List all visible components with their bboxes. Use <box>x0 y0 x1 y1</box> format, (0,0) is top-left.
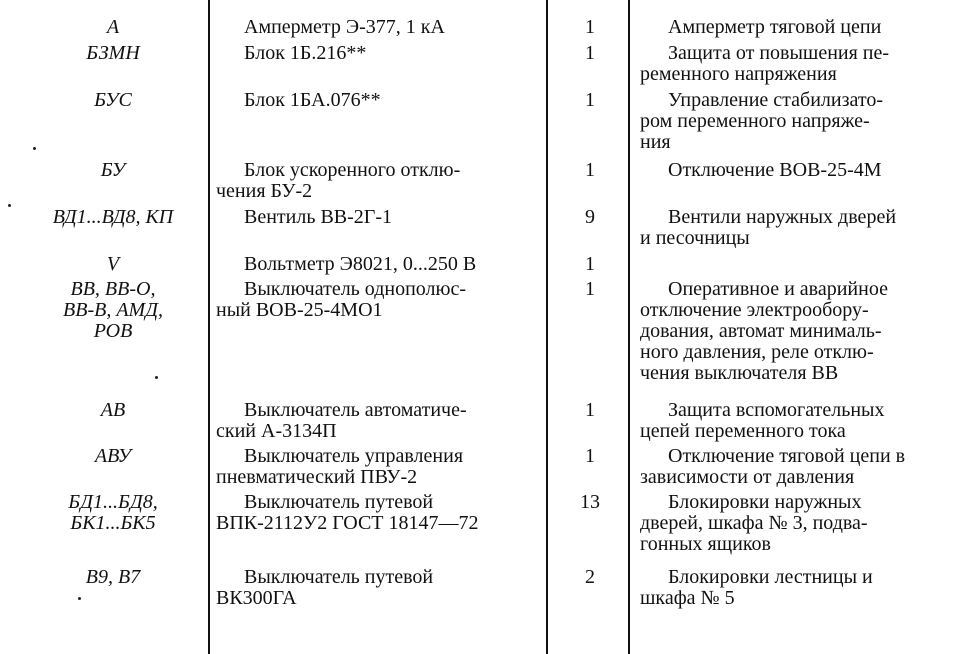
code-cell-line: БЗМН <box>86 42 140 64</box>
print-speck <box>155 376 158 379</box>
name-cell <box>216 254 542 275</box>
purpose-cell-line: ременного напряжения <box>640 63 837 85</box>
purpose-cell <box>640 160 958 181</box>
code-cell-line: РОВ <box>93 320 133 342</box>
name-cell-line: Выключатель однополюс- <box>244 278 466 300</box>
code-cell-line: ВД1...ВД8, КП <box>52 206 174 228</box>
name-cell-line: Вольтметр Э8021, 0...250 В <box>244 253 477 275</box>
purpose-cell-line: Оперативное и аварийное <box>668 278 888 300</box>
purpose-cell-line: цепей переменного тока <box>640 420 846 442</box>
name-cell-line: Блок 1Б.216** <box>244 42 367 64</box>
name-cell-line: Блок ускоренного отклю- <box>244 159 461 181</box>
name-cell-line: Выключатель путевой <box>244 566 434 588</box>
name-cell-line: Блок 1БА.076** <box>244 89 381 111</box>
code-cell-line: АВУ <box>94 445 132 467</box>
purpose-cell <box>640 279 958 384</box>
quantity-cell: 1 <box>585 445 595 467</box>
quantity-cell: 1 <box>585 16 595 38</box>
purpose-cell-line: дверей, шкафа № 3, подва- <box>640 512 868 534</box>
purpose-cell-line: Амперметр тяговой цепи <box>668 16 882 38</box>
name-cell <box>216 160 542 202</box>
name-cell <box>216 279 542 321</box>
purpose-cell-line: Защита вспомогательных <box>668 399 885 421</box>
quantity-cell: 1 <box>585 42 595 64</box>
name-cell-line: Выключатель управления <box>244 445 464 467</box>
purpose-cell-line: ния <box>640 131 671 153</box>
code-cell-line: БК1...БК5 <box>70 512 156 534</box>
print-speck <box>8 204 11 207</box>
name-cell <box>216 17 542 38</box>
code-cell <box>18 17 208 38</box>
purpose-cell-line: ного давления, реле отклю- <box>640 341 874 363</box>
quantity-cell: 9 <box>585 206 595 228</box>
code-cell <box>18 446 208 467</box>
name-cell-line: ный ВОВ-25-4МО1 <box>216 299 383 321</box>
code-cell <box>18 254 208 275</box>
quantity-cell: 1 <box>585 399 595 421</box>
code-cell <box>18 400 208 421</box>
purpose-cell-line: дования, автомат минималь- <box>640 320 882 342</box>
name-cell-line: Выключатель автоматиче- <box>244 399 467 421</box>
purpose-cell-line: зависимости от давления <box>640 466 855 488</box>
print-speck <box>33 147 36 150</box>
print-speck <box>78 597 81 600</box>
purpose-cell-line: шкафа № 5 <box>640 587 735 609</box>
name-cell-line: ВК300ГА <box>216 587 297 609</box>
purpose-cell-line: Отключение ВОВ-25-4М <box>668 159 882 181</box>
purpose-cell <box>640 492 958 555</box>
code-cell-line: БД1...БД8, <box>68 491 158 513</box>
code-cell <box>18 90 208 111</box>
quantity-cell: 1 <box>585 159 595 181</box>
name-cell-line: Вентиль ВВ-2Г-1 <box>244 206 393 228</box>
purpose-cell-line: Управление стабилизато- <box>668 89 883 111</box>
code-cell-line: В9, В7 <box>85 566 141 588</box>
quantity-cell: 13 <box>580 491 600 513</box>
purpose-cell <box>640 90 958 153</box>
name-cell <box>216 207 542 228</box>
purpose-cell-line: чения выключателя ВВ <box>640 362 839 384</box>
code-cell <box>18 492 208 534</box>
purpose-cell-line: и песочницы <box>640 227 750 249</box>
code-cell-line: БУ <box>100 159 126 181</box>
code-cell-line: АВ <box>100 399 126 421</box>
purpose-cell <box>640 17 958 38</box>
purpose-cell <box>640 446 958 488</box>
column-divider <box>546 0 548 654</box>
purpose-cell-line: Вентили наружных дверей <box>668 206 897 228</box>
quantity-cell: 2 <box>585 566 595 588</box>
purpose-cell-line: ром переменного напряже- <box>640 110 870 132</box>
name-cell-line: Выключатель путевой <box>244 491 434 513</box>
name-cell-line: ВПК-2112У2 ГОСТ 18147—72 <box>216 512 479 534</box>
name-cell-line: пневматический ПВУ-2 <box>216 466 418 488</box>
purpose-cell-line: Блокировки наружных <box>668 491 862 513</box>
column-divider <box>208 0 210 654</box>
purpose-cell-line: отключение электрообору- <box>640 299 869 321</box>
code-cell <box>18 43 208 64</box>
code-cell-line: ВВ-В, АМД, <box>63 299 163 321</box>
name-cell-line: чения БУ-2 <box>216 180 313 202</box>
quantity-cell: 1 <box>585 89 595 111</box>
purpose-cell-line: Отключение тяговой цепи в <box>668 445 906 467</box>
code-cell-line: БУС <box>94 89 132 111</box>
name-cell <box>216 567 542 609</box>
purpose-cell-line: Защита от повышения пе- <box>668 42 890 64</box>
purpose-cell <box>640 567 958 609</box>
name-cell <box>216 43 542 64</box>
code-cell-line: ВВ, ВВ-О, <box>70 278 156 300</box>
code-cell <box>18 567 208 588</box>
purpose-cell-line: гонных ящиков <box>640 533 771 555</box>
purpose-cell <box>640 207 958 249</box>
code-cell-line: V <box>106 253 120 275</box>
name-cell <box>216 446 542 488</box>
name-cell <box>216 90 542 111</box>
name-cell <box>216 400 542 442</box>
purpose-cell-line: Блокировки лестницы и <box>668 566 873 588</box>
code-cell <box>18 279 208 342</box>
name-cell-line: ский А-3134П <box>216 420 337 442</box>
name-cell-line: Амперметр Э-377, 1 кА <box>244 16 445 38</box>
purpose-cell <box>640 43 958 85</box>
name-cell <box>216 492 542 534</box>
code-cell <box>18 160 208 181</box>
purpose-cell <box>640 400 958 442</box>
code-cell-line: А <box>106 16 120 38</box>
code-cell <box>18 207 208 228</box>
quantity-cell: 1 <box>585 278 595 300</box>
quantity-cell: 1 <box>585 253 595 275</box>
